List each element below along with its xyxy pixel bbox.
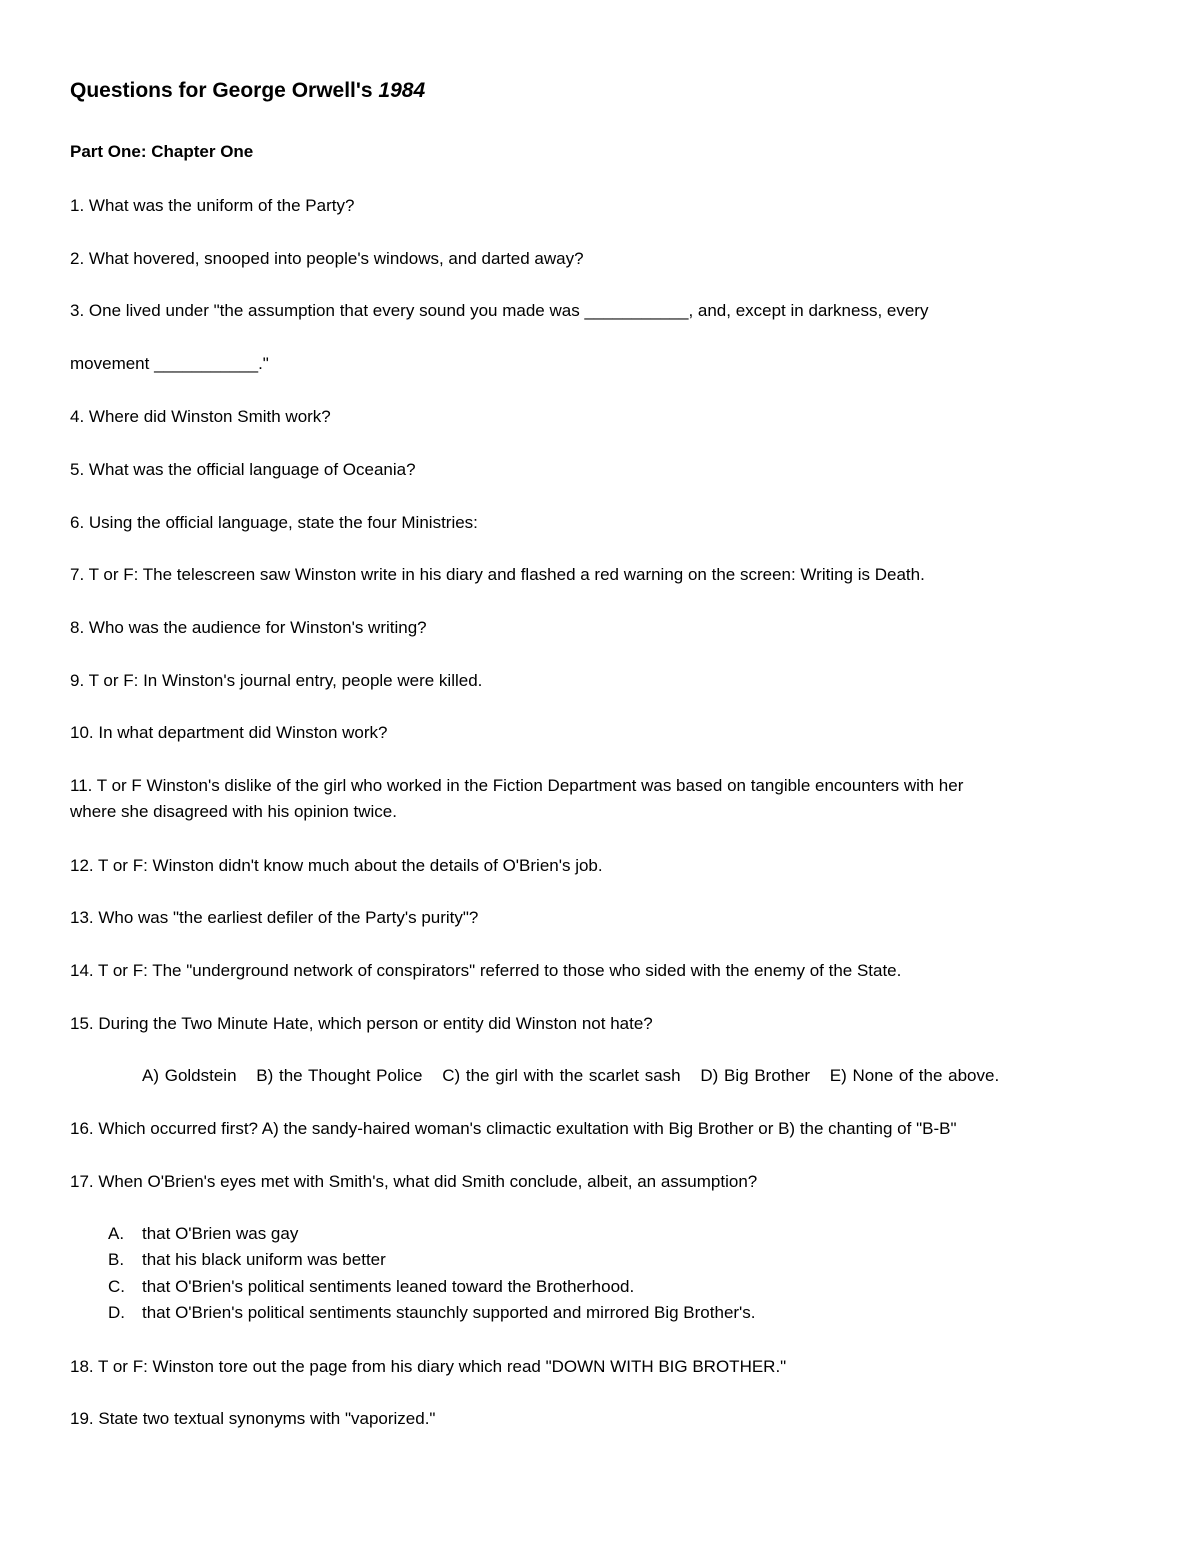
section-heading: Part One: Chapter One [70,142,254,161]
question-11-line-2: where she disagreed with his opinion twice. [70,802,397,821]
option-e: E) None of the above. [829,1066,1000,1085]
question-12: 12. T or F: Winston didn't know much about the details of O'Brien's job. [70,856,603,875]
option-a: A) Goldstein [142,1066,237,1085]
question-11-line-1: 11. T or F Winston's dislike of the girl who worked in the Fiction Department was based on tangible encounters with her [70,776,964,795]
option-d: D) Big Brother [700,1066,811,1085]
list-letter: C. [108,1277,125,1296]
question-19: 19. State two textual synonyms with "vaporized." [70,1409,436,1428]
list-letter: D. [108,1303,125,1322]
list-item [108,1303,756,1323]
question-15-options [142,1066,1013,1086]
question-6: 6. Using the official language, state the four Ministries: [70,513,478,532]
question-13: 13. Who was "the earliest defiler of the Party's purity"? [70,908,479,927]
question-7: 7. T or F: The telescreen saw Winston write in his diary and flashed a red warning on the screen: Writing is Death. [70,565,925,584]
question-3-line-2: movement ___________." [70,354,269,373]
list-text: that O'Brien's political sentiments leaned toward the Brotherhood. [142,1277,635,1296]
question-18: 18. T or F: Winston tore out the page from his diary which read "DOWN WITH BIG BROTHER." [70,1357,787,1376]
page-title: Questions for George Orwell's 1984 [70,79,426,102]
list-item [108,1250,386,1270]
option-c: C) the girl with the scarlet sash [442,1066,681,1085]
question-4: 4. Where did Winston Smith work? [70,407,331,426]
question-8: 8. Who was the audience for Winston's writing? [70,618,427,637]
page-title-book: 1984 [378,79,426,102]
question-15: 15. During the Two Minute Hate, which person or entity did Winston not hate? [70,1014,653,1033]
question-10: 10. In what department did Winston work? [70,723,388,742]
list-letter: B. [108,1250,125,1269]
question-14: 14. T or F: The "underground network of conspirators" referred to those who sided with the enemy of the State. [70,961,902,980]
question-16: 16. Which occurred first? A) the sandy-haired woman's climactic exultation with Big Brother or B) the chanting of "B-B" [70,1119,957,1138]
list-item [108,1277,634,1297]
option-b: B) the Thought Police [256,1066,423,1085]
question-3-line-1: 3. One lived under "the assumption that every sound you made was ___________, and, except in darkness, every [70,301,929,320]
question-5: 5. What was the official language of Oceania? [70,460,416,479]
question-2: 2. What hovered, snooped into people's windows, and darted away? [70,249,584,268]
question-9: 9. T or F: In Winston's journal entry, people were killed. [70,671,483,690]
question-1: 1. What was the uniform of the Party? [70,196,355,215]
question-17: 17. When O'Brien's eyes met with Smith's, what did Smith conclude, albeit, an assumption? [70,1172,758,1191]
list-letter: A. [108,1224,125,1243]
list-item [108,1224,298,1244]
list-text: that O'Brien's political sentiments staunchly supported and mirrored Big Brother's. [142,1303,756,1322]
list-text: that O'Brien was gay [142,1224,299,1243]
list-text: that his black uniform was better [142,1250,386,1269]
